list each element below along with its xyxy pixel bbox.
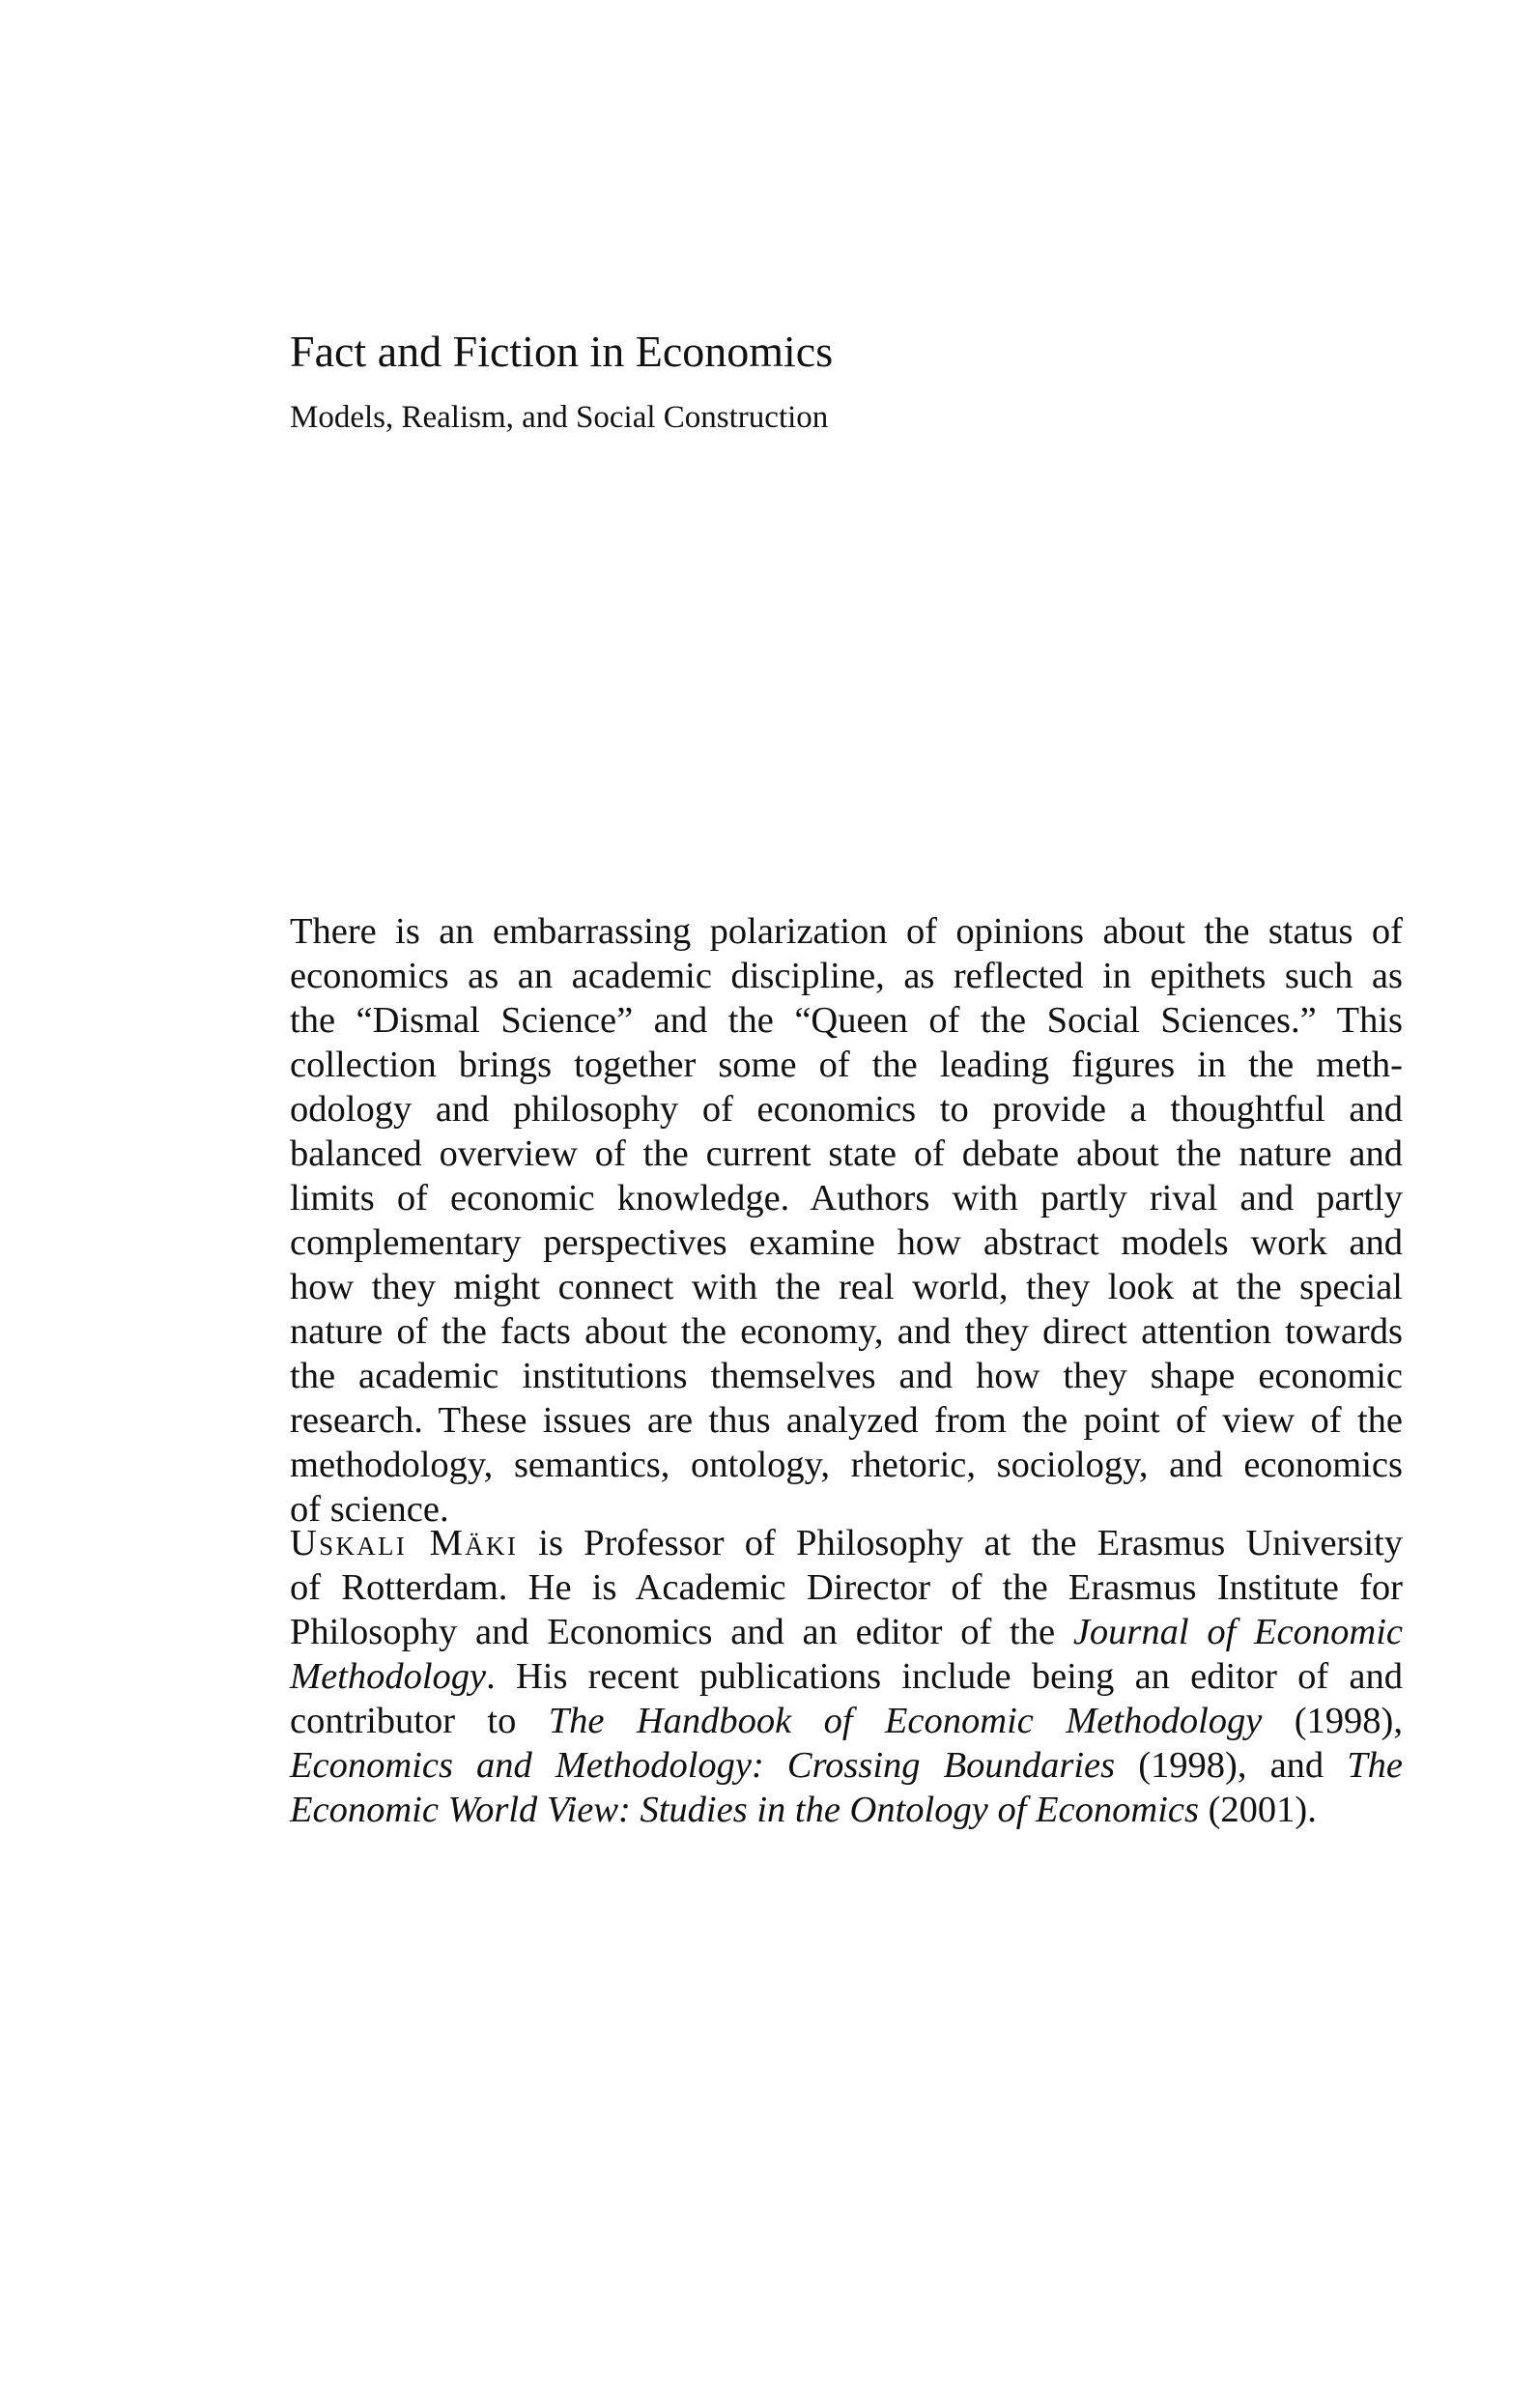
bio-text: Philosophy and Economics and an editor of the [290,1612,1073,1652]
book-subtitle: Models, Realism, and Social Construction [290,400,829,435]
bio-line [290,1699,1403,1743]
bio-line [290,1743,1403,1788]
description-line: research. These issues are thus analyzed from the point of view of the [290,1400,1403,1441]
bio-text: contributor to [290,1701,549,1741]
description-line: complementary perspectives examine how abstract models work and [290,1222,1403,1263]
description-line: the “Dismal Science” and the “Queen of the Social Sciences.” This [290,1000,1403,1041]
book-title: Fact and Fiction in Economics [290,327,834,376]
bio-text: is Professor of Philosophy at the Erasmus University [518,1523,1403,1563]
bio-text: (1998), and [1115,1745,1348,1786]
bio-text: (1998), [1262,1701,1403,1741]
description-line: nature of the facts about the economy, and they direct attention towards [290,1311,1403,1352]
description-line: methodology, semantics, ontology, rhetoric, sociology, and economics [290,1445,1403,1485]
description-line: collection brings together some of the leading figures in the meth- [290,1045,1403,1085]
bio-text: . His recent publications include being an editor of and [486,1656,1403,1697]
description-line: odology and philosophy of economics to provide a thoughtful and [290,1089,1403,1130]
author-name: Uskali Mäki [290,1523,519,1563]
book-title-ref: The Handbook of Economic Methodology [548,1701,1263,1741]
bio-line [290,1788,1403,1832]
book-description [290,909,1403,1532]
bio-line: of Rotterdam. He is Academic Director of the Erasmus Institute for [290,1567,1403,1608]
book-title-ref: The [1347,1745,1403,1786]
description-line: the academic institutions themselves and how they shape economic [290,1356,1403,1396]
description-line: There is an embarrassing polarization of opinions about the status of [290,911,1403,952]
book-title-ref: Economic World View: Studies in the Ontology of Economics [290,1790,1199,1830]
bio-line [290,1654,1403,1699]
description-line: balanced overview of the current state of debate about the nature and [290,1133,1403,1174]
journal-title: Methodology [290,1656,487,1697]
bio-line [290,1521,1403,1565]
description-line: how they might connect with the real world, they look at the special [290,1267,1403,1307]
description-line: limits of economic knowledge. Authors with partly rival and partly [290,1178,1403,1218]
description-line: of science. [290,1489,449,1530]
journal-title: Journal of Economic [1072,1612,1403,1652]
bio-line [290,1610,1403,1654]
bio-text: (2001). [1198,1790,1317,1830]
description-line: economics as an academic discipline, as reflected in epithets such as [290,956,1403,996]
author-bio [290,1521,1403,1832]
book-title-ref: Economics and Methodology: Crossing Boundaries [290,1745,1116,1786]
